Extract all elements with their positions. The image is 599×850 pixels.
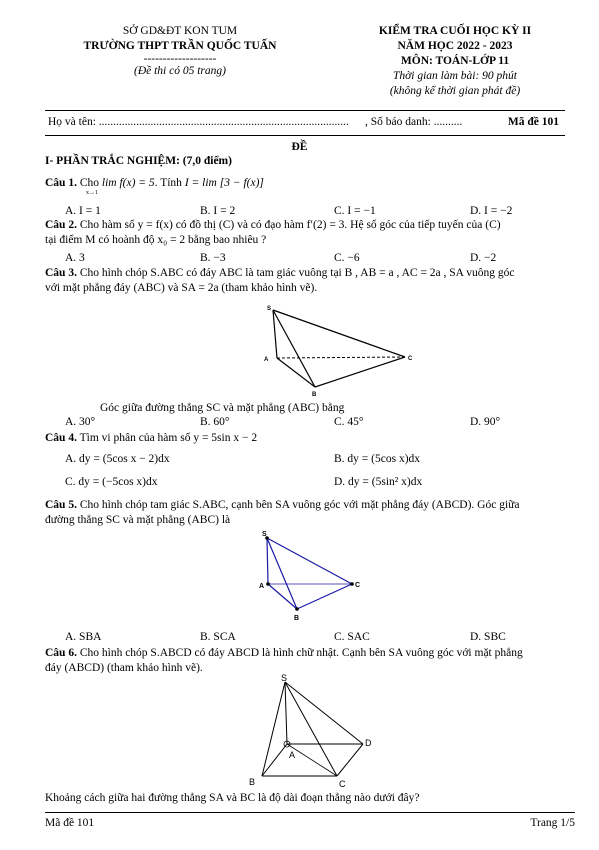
q3-pyramid-figure <box>255 300 425 400</box>
q6-pyramid-figure <box>225 672 385 792</box>
question-1 <box>45 177 264 189</box>
point-A <box>266 582 270 586</box>
label-A: A <box>259 583 265 590</box>
time-limit: Thời gian làm bài: 90 phút <box>392 70 518 82</box>
subject: MÔN: TOÁN-LỚP 11 <box>400 55 510 67</box>
q1-text-a: Cho <box>79 177 99 189</box>
doc-title: ĐỀ <box>291 141 308 153</box>
q5-option-d[interactable]: D. SBC <box>470 631 506 643</box>
q4-option-c[interactable]: C. dy = (−5cos x)dx <box>65 476 158 488</box>
q2-option-d[interactable]: D. −2 <box>470 252 497 264</box>
pages-note: (Đề thi có 05 trang) <box>134 65 226 77</box>
question-5 <box>45 498 565 528</box>
label-A: A <box>289 750 296 760</box>
q6-label: Câu 6. <box>45 647 77 659</box>
q1-expr2: I = lim [3 − f(x)] <box>184 177 264 189</box>
point-B <box>295 607 299 611</box>
point-C <box>350 582 354 586</box>
edge-SC <box>267 538 352 584</box>
q3-option-b[interactable]: B. 60° <box>200 416 230 428</box>
q4-option-a[interactable]: A. dy = (5cos x − 2)dx <box>65 453 170 465</box>
label-B: B <box>312 392 317 398</box>
label-S: S <box>267 306 272 312</box>
q1-label: Câu 1. <box>45 177 77 189</box>
q2-option-a[interactable]: A. 3 <box>65 252 85 264</box>
q5-label: Câu 5. <box>45 499 77 511</box>
school-year: NĂM HỌC 2022 - 2023 <box>397 40 513 52</box>
footer-code: Mã đề 101 <box>45 817 95 829</box>
edge-SB <box>267 538 297 609</box>
label-D: D <box>365 738 372 748</box>
q6-question: Khoảng cách giữa hai đường thẳng SA và BC là độ dài đoạn thẳng nào dưới đây? <box>45 792 420 804</box>
edge-AC <box>287 744 337 776</box>
edge-AC <box>277 357 405 358</box>
q1-option-a[interactable]: A. I = 1 <box>65 205 101 217</box>
q1-text-b: . Tính <box>154 177 182 189</box>
exam-title: KIỂM TRA CUỐI HỌC KỲ II <box>378 25 532 37</box>
q3-line1: Cho hình chóp S.ABC có đáy ABC là tam giác vuông tại B , AB = a , AC = 2a , SA vuông góc <box>79 267 515 279</box>
q5-pyramid-figure <box>255 526 370 626</box>
q1-limit-sub: x→1 <box>86 190 98 196</box>
header-right <box>340 24 570 99</box>
q3-option-c[interactable]: C. 45° <box>334 416 364 428</box>
q6-line2: đáy (ABCD) (tham khảo hình vẽ). <box>45 662 203 674</box>
question-2 <box>45 218 565 248</box>
section-title: I- PHẦN TRẮC NGHIỆM: (7,0 điểm) <box>45 155 232 167</box>
label-C: C <box>408 356 413 362</box>
q3-question: Góc giữa đường thẳng SC và mặt phẳng (ABC) bằng <box>100 402 345 414</box>
q2-option-b[interactable]: B. −3 <box>200 252 226 264</box>
q6-line1: Cho hình chóp S.ABCD có đáy ABCD là hình chữ nhật. Cạnh bên SA vuông góc với mặt phẳng <box>79 647 523 659</box>
q2-line2: tại điểm M có hoành độ x₀ = 2 bằng bao nhiêu ? <box>45 234 267 246</box>
q3-line2: với mặt phẳng đáy (ABC) và SA = 2a (tham khảo hình vẽ). <box>45 282 318 294</box>
edge-BC <box>297 584 352 609</box>
label-C: C <box>355 582 361 589</box>
department-name: SỞ GD&ĐT KON TUM <box>122 25 238 37</box>
edge-SC <box>285 682 337 776</box>
q5-option-b[interactable]: B. SCA <box>200 631 236 643</box>
label-B: B <box>294 615 300 622</box>
q2-label: Câu 2. <box>45 219 77 231</box>
edge-AB <box>277 358 315 387</box>
q5-line1: Cho hình chóp tam giác S.ABC, cạnh bên SA vuông góc với mặt phẳng đáy (ABCD). Góc giữa <box>79 499 520 511</box>
footer-rule <box>45 812 575 813</box>
edge-SA <box>267 538 268 584</box>
q3-label: Câu 3. <box>45 267 77 279</box>
edge-SA <box>285 682 287 744</box>
q5-option-c[interactable]: C. SAC <box>334 631 370 643</box>
student-info-box <box>45 110 565 136</box>
label-A: A <box>264 357 269 363</box>
edge-CD <box>337 744 363 776</box>
edge-SC <box>273 310 405 357</box>
header-dashes: ------------------- <box>143 53 217 65</box>
edge-AB <box>268 584 297 609</box>
q1-expr1: lim f(x) = 5 <box>101 177 155 189</box>
label-C: C <box>339 779 346 789</box>
q2-option-c[interactable]: C. −6 <box>334 252 360 264</box>
q4-text: Tìm vi phân của hàm số y = 5sin x − 2 <box>79 432 258 444</box>
q1-option-c[interactable]: C. I = −1 <box>334 205 376 217</box>
q1-option-d[interactable]: D. I = −2 <box>470 205 513 217</box>
name-field-label: Họ và tên: ....................................................................................... <box>48 116 349 128</box>
q2-line1: Cho hàm số y = f(x) có đồ thị (C) và có đạo hàm f′(2) = 3. Hệ số góc của tiếp tuyến của (C) <box>79 219 501 231</box>
edge-SB <box>273 310 315 387</box>
question-3 <box>45 266 565 296</box>
q5-line2: đường thẳng SC và mặt phẳng (ABC) là <box>45 514 231 526</box>
label-S: S <box>262 531 267 538</box>
label-B: B <box>249 777 256 787</box>
header-left <box>60 24 300 79</box>
q4-option-d[interactable]: D. dy = (5sin² x)dx <box>334 476 423 488</box>
q5-option-a[interactable]: A. SBA <box>65 631 102 643</box>
q3-option-a[interactable]: A. 30° <box>65 416 96 428</box>
edge-BC <box>315 357 405 387</box>
edge-SD <box>285 682 363 744</box>
label-S: S <box>281 673 288 683</box>
question-4 <box>45 431 257 446</box>
q4-label: Câu 4. <box>45 432 77 444</box>
time-note: (không kể thời gian phát đề) <box>389 85 521 97</box>
q3-option-d[interactable]: D. 90° <box>470 416 501 428</box>
school-name: TRƯỜNG THPT TRẦN QUỐC TUẤN <box>83 40 277 52</box>
q1-option-b[interactable]: B. I = 2 <box>200 205 236 217</box>
q4-option-b[interactable]: B. dy = (5cos x)dx <box>334 453 421 465</box>
exam-code: Mã đề 101 <box>507 116 559 128</box>
footer-page: Trang 1/5 <box>530 817 575 829</box>
sbd-field-label: , Số báo danh: .......... <box>365 116 463 128</box>
